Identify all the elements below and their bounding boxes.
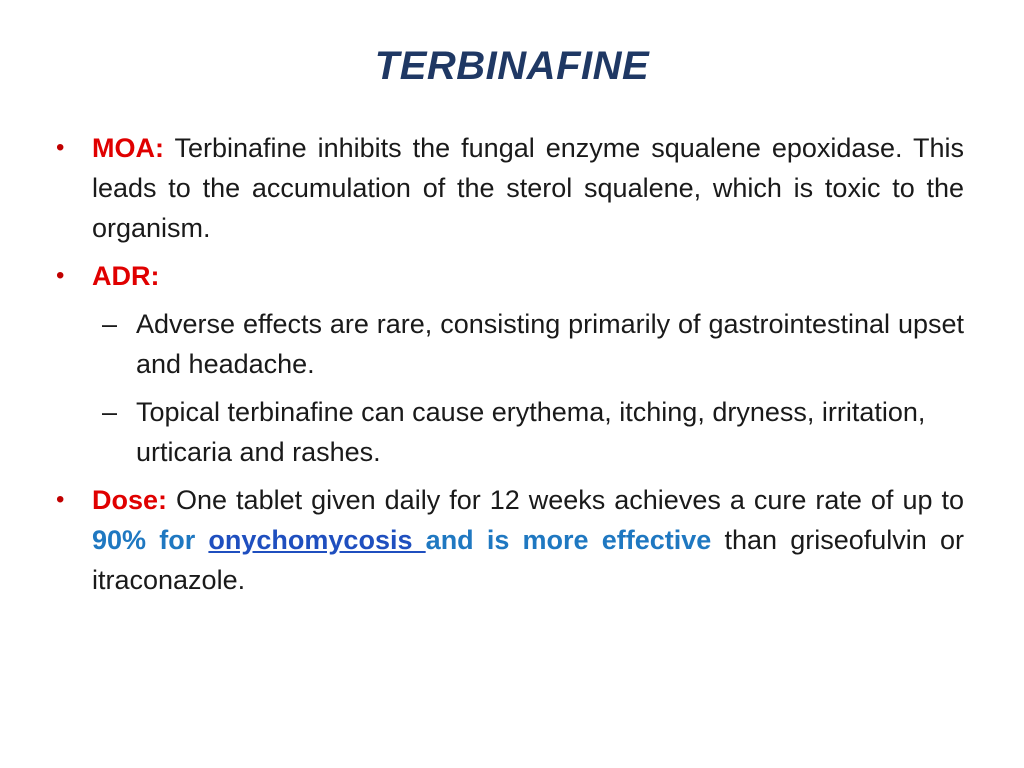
bullet-moa	[52, 128, 964, 248]
adr-item-text: Adverse effects are rare, consisting primarily of gastrointestinal upset and headache.	[136, 309, 964, 379]
dash-icon: –	[102, 397, 118, 427]
bullet-dose	[52, 480, 964, 600]
dose-highlight-1: 90% for	[92, 525, 209, 555]
dose-label: Dose:	[92, 485, 168, 515]
adr-label: ADR:	[92, 261, 160, 291]
slide-content	[52, 128, 964, 608]
adr-item-text: Topical terbinafine can cause erythema, itching, dryness, irritation, urticaria and rashes.	[136, 397, 926, 467]
moa-label: MOA:	[92, 133, 164, 163]
bullet-adr	[52, 256, 964, 296]
bullet-icon: •	[56, 262, 65, 289]
dose-text-1: One tablet given daily for 12 weeks achieves a cure rate of up to	[167, 485, 964, 515]
dash-icon: –	[102, 309, 118, 339]
moa-text: Terbinafine inhibits the fungal enzyme squalene epoxidase. This leads to the accumulation of the sterol squalene, which is toxic to the organism.	[92, 133, 964, 243]
adr-item-1	[52, 304, 964, 384]
adr-item-2	[52, 392, 964, 472]
bullet-icon: •	[56, 486, 65, 513]
dose-highlight-2: and is more effective	[425, 525, 712, 555]
slide-title: TERBINAFINE	[374, 44, 650, 88]
bullet-icon: •	[56, 134, 65, 161]
dose-text-2: than griseofulvin or itraconazole.	[92, 525, 965, 595]
onychomycosis-link[interactable]: onychomycosis	[208, 525, 426, 555]
